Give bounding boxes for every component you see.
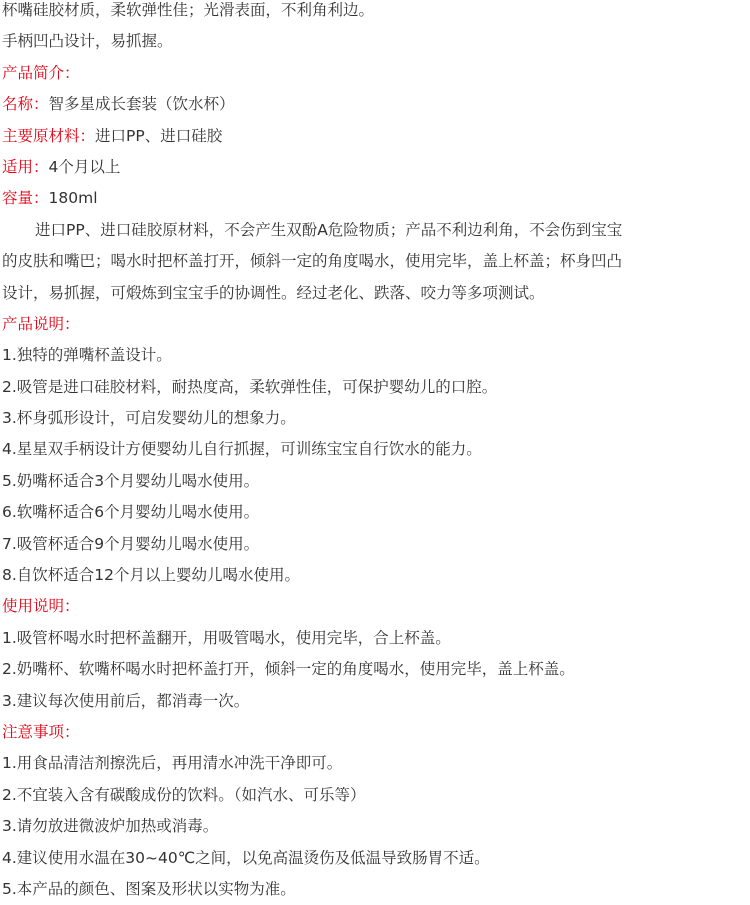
note-item: 5.本产品的颜色、图案及形状以实物为准。 xyxy=(2,879,296,898)
field-value: 180ml xyxy=(48,189,98,208)
field-label: 名称： xyxy=(2,95,49,114)
usage-item: 3.建议每次使用前后，都消毒一次。 xyxy=(2,691,250,710)
field-value: 4个月以上 xyxy=(48,157,121,176)
desc-item: 6.软嘴杯适合6个月婴幼儿喝水使用。 xyxy=(2,503,260,522)
desc-item: 5.奶嘴杯适合3个月婴幼儿喝水使用。 xyxy=(2,471,260,490)
field-capacity xyxy=(2,183,750,214)
section-heading-product-desc: 产品说明： xyxy=(2,314,80,333)
intro-line: 手柄凹凸设计，易抓握。 xyxy=(2,32,173,51)
field-label: 容量： xyxy=(2,189,49,208)
desc-item: 2.吸管是进口硅胶材料，耐热度高，柔软弹性佳，可保护婴幼儿的口腔。 xyxy=(2,377,498,396)
desc-item: 3.杯身弧形设计，可启发婴幼儿的想象力。 xyxy=(2,409,296,428)
note-item: 2.不宜装入含有碳酸成份的饮料。（如汽水、可乐等） xyxy=(2,785,366,804)
note-item: 3.请勿放进微波炉加热或消毒。 xyxy=(2,817,219,836)
section-heading-usage: 使用说明： xyxy=(2,597,80,616)
intro-paragraph-line: 设计，易抓握，可煅炼到宝宝手的协调性。经过老化、跌落、咬力等多项测试。 xyxy=(2,283,545,302)
note-item: 4.建议使用水温在30~40℃之间，以免高温烫伤及低温导致肠胃不适。 xyxy=(2,848,490,867)
desc-item: 7.吸管杯适合9个月婴幼儿喝水使用。 xyxy=(2,534,260,553)
field-material xyxy=(2,121,750,152)
desc-item: 4.星星双手柄设计方便婴幼儿自行抓握，可训练宝宝自行饮水的能力。 xyxy=(2,440,482,459)
usage-item: 1.吸管杯喝水时把杯盖翻开，用吸管喝水，使用完毕，合上杯盖。 xyxy=(2,628,451,647)
field-value: 进口PP、进口硅胶 xyxy=(95,126,223,145)
field-label: 主要原材料： xyxy=(2,126,96,145)
usage-item: 2.奶嘴杯、软嘴杯喝水时把杯盖打开，倾斜一定的角度喝水，使用完毕，盖上杯盖。 xyxy=(2,660,575,679)
section-heading-product-intro: 产品简介： xyxy=(2,63,80,82)
field-name xyxy=(2,89,750,120)
field-value: 智多星成长套装（饮水杯） xyxy=(48,95,235,114)
intro-paragraph-line: 的皮肤和嘴巴；喝水时把杯盖打开，倾斜一定的角度喝水，使用完毕，盖上杯盖；杯身凹凸 xyxy=(2,252,623,271)
desc-item: 1.独特的弹嘴杯盖设计。 xyxy=(2,346,172,365)
desc-item: 8.自饮杯适合12个月以上婴幼儿喝水使用。 xyxy=(2,566,301,585)
intro-line: 杯嘴硅胶材质，柔软弹性佳；光滑表面，不利角利边。 xyxy=(2,1,375,19)
field-label: 适用： xyxy=(2,157,49,176)
field-suitable-age xyxy=(2,152,750,183)
intro-paragraph-line: 进口PP、进口硅胶原材料，不会产生双酚A危险物质；产品不利边利角，不会伤到宝宝 xyxy=(35,220,623,239)
note-item: 1.用食品清洁剂擦洗后，再用清水冲洗干净即可。 xyxy=(2,754,343,773)
section-heading-notes: 注意事项： xyxy=(2,722,80,741)
